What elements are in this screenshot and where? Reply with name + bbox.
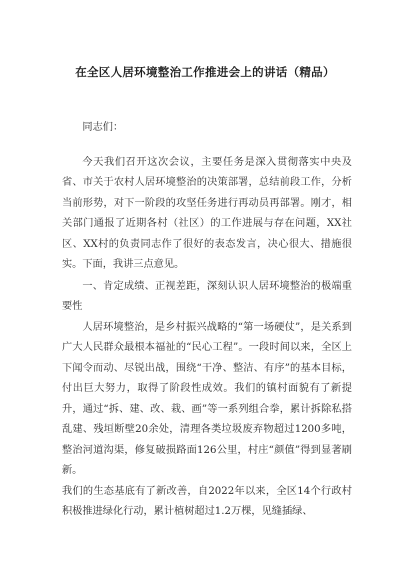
body-paragraph: 人居环境整治，是乡村振兴战略的“第一场硬仗”，是关系到广大人民群众最根本福祉的“民心工程”。一段时间以来，全区上下闻令而动、尽锐出战，围绕“干净、整洁、有序”的基本目标，付出巨大努力，取得了阶段性成效。我们的镇村面貌有了新提升，通过“拆、建、改、栽、画”等一系列组合拳，累计拆除私搭乱建、残垣断壁20余处，清理各类垃圾废弃物超过1200多吨，整治河道沟渠，修复破损路面126公里，村庄“颜值”得到显著刷新。 <box>62 321 352 476</box>
document-title: 在全区人居环境整治工作推进会上的讲话（精品） <box>75 65 335 79</box>
section-heading: 一、肯定成绩、正视差距，深刻认识人居环境整治的极端重要性 <box>62 280 352 312</box>
body-paragraph: 我们的生态基底有了新改善，自2022年以来，全区14个行政村积极推进绿化行动，累计植树超过1.2万棵，见缝插绿、 <box>62 485 352 517</box>
salutation: 同志们： <box>82 122 124 133</box>
body-paragraph: 今天我们召开这次会议，主要任务是深入贯彻落实中央及省、市关于农村人居环境整治的决策部署，总结前段工作，分析当前形势，对下一阶段的攻坚任务进行再动员再部署。刚才，相关部门通报了近期各村（社区）的工作进展与存在问题，XX社区、XX村的负责同志作了很好的表态发言，决心很大、措施很实。下面，我讲三点意见。 <box>62 156 352 270</box>
document-body <box>62 118 352 523</box>
